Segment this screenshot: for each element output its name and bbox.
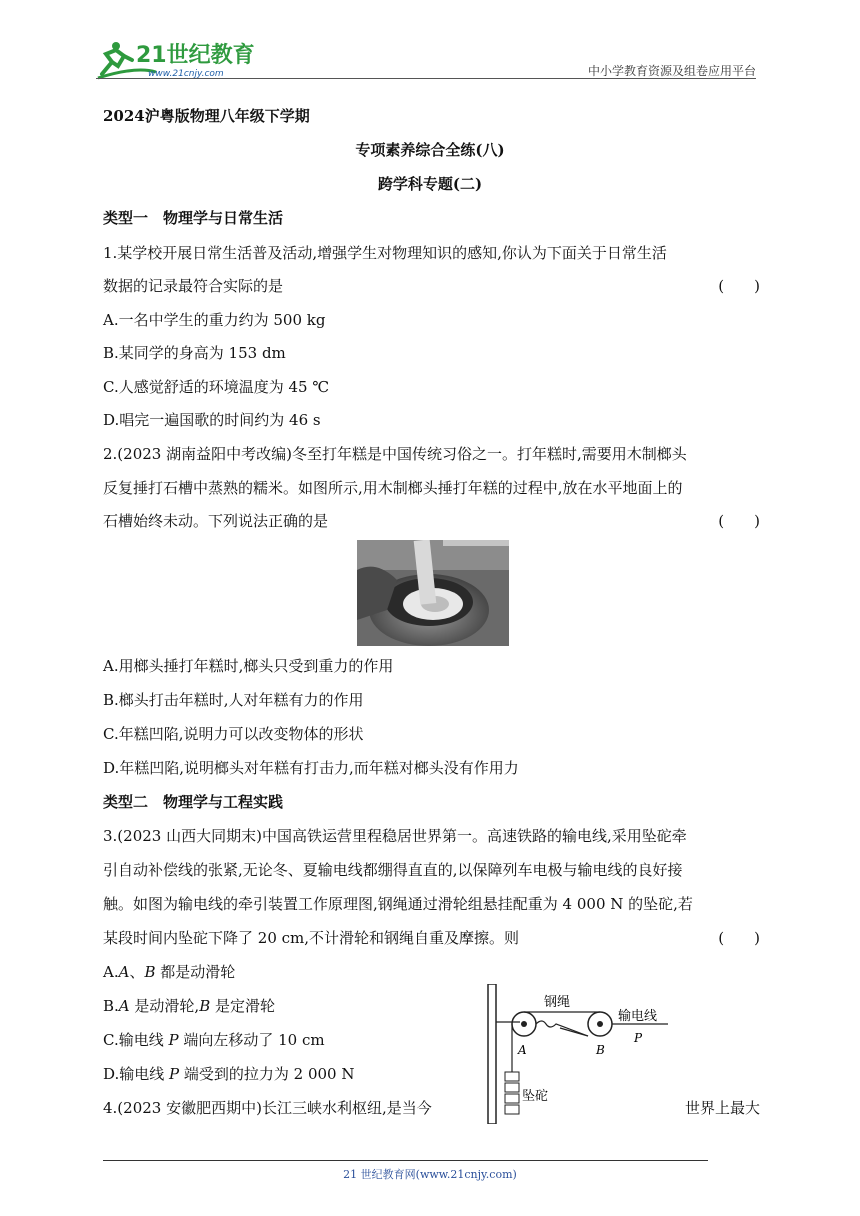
label-weight: 坠砣: [522, 1089, 549, 1104]
q2-stem-line2: 反复捶打石槽中蒸熟的糯米。如图所示,用木制榔头捶打年糕的过程中,放在水平地面上的: [103, 479, 683, 497]
q2-option-a: A.用榔头捶打年糕时,榔头只受到重力的作用: [103, 657, 394, 675]
header-divider: [96, 78, 756, 79]
q1-option-a: A.一名中学生的重力约为 500 kg: [103, 311, 326, 329]
q3-option-d: D.输电线 P 端受到的拉力为 2 000 N: [103, 1065, 355, 1083]
section-heading-2: 类型二 物理学与工程实践: [103, 793, 284, 811]
label-rope: 钢绳: [544, 995, 571, 1010]
wall-post: [488, 984, 496, 1124]
rice-cake-photo: [357, 540, 509, 646]
footer-divider: [103, 1160, 708, 1161]
section-heading-1: 类型一 物理学与日常生活: [103, 209, 284, 227]
label-wire: 输电线: [618, 1009, 658, 1024]
q1-stem-line2: 数据的记录最符合实际的是: [103, 277, 284, 295]
q4-stem-left: 4.(2023 安徽肥西期中)长江三峡水利枢纽,是当今: [103, 1099, 432, 1117]
q2-option-b: B.榔头打击年糕时,人对年糕有力的作用: [103, 691, 364, 709]
label-p: P: [634, 1031, 643, 1045]
q4-stem-right: 世界上最大: [684, 1099, 760, 1117]
label-a: A: [518, 1043, 527, 1057]
q1-option-c: C.人感觉舒适的环境温度为 45 ℃: [103, 378, 330, 396]
doc-subtitle: 专项素养综合全练(八): [355, 141, 505, 159]
q2-stem-line3: 石槽始终未动。下列说法正确的是: [103, 512, 329, 530]
q1-answer-blank: ( ): [718, 277, 760, 295]
footer-text: 21 世纪教育网(www.21cnjy.com): [343, 1168, 517, 1181]
q3-option-b: B.A 是动滑轮,B 是定滑轮: [103, 997, 275, 1015]
q1-option-b: B.某同学的身高为 153 dm: [103, 344, 286, 362]
q2-option-c: C.年糕凹陷,说明力可以改变物体的形状: [103, 725, 364, 743]
q2-stem-line1: 2.(2023 湖南益阳中考改编)冬至打年糕是中国传统习俗之一。打年糕时,需要用木制榔头: [103, 445, 687, 463]
q3-stem-line2: 引自动补偿线的张紧,无论冬、夏输电线都绷得直直的,以保障列车电极与输电线的良好接: [103, 861, 683, 879]
q1-stem-line1: 1.某学校开展日常生活普及活动,增强学生对物理知识的感知,你认为下面关于日常生活: [103, 244, 667, 262]
doc-subtitle-2: 跨学科专题(二): [377, 175, 483, 193]
logo-url-text: www.21cnjy.com: [148, 69, 224, 79]
q3-option-c: C.输电线 P 端向左移动了 10 cm: [103, 1031, 325, 1049]
q2-answer-blank: ( ): [718, 512, 760, 530]
logo-text: 21世纪教育: [136, 43, 255, 68]
q1-option-d: D.唱完一遍国歌的时间约为 46 s: [103, 411, 321, 429]
q3-stem-line3: 触。如图为输电线的牵引装置工作原理图,钢绳通过滑轮组悬挂配重为 4 000 N 的坠砣,若: [103, 895, 693, 913]
header-platform-text: 中小学教育资源及组卷应用平台: [587, 64, 756, 78]
q3-option-a: A.A、B 都是动滑轮: [103, 963, 236, 981]
pulley-diagram: [484, 984, 670, 1124]
q3-stem-line4: 某段时间内坠砣下降了 20 cm,不计滑轮和钢绳自重及摩擦。则: [103, 929, 520, 947]
label-b: B: [596, 1043, 605, 1057]
q2-option-d: D.年糕凹陷,说明榔头对年糕有打击力,而年糕对榔头没有作用力: [103, 759, 519, 777]
doc-title: 2024沪粤版物理八年级下学期: [103, 107, 310, 125]
q3-stem-line1: 3.(2023 山西大同期末)中国高铁运营里程稳居世界第一。高速铁路的输电线,采用坠砣牵: [103, 827, 687, 845]
q3-answer-blank: ( ): [718, 929, 760, 947]
site-logo: [96, 36, 266, 82]
